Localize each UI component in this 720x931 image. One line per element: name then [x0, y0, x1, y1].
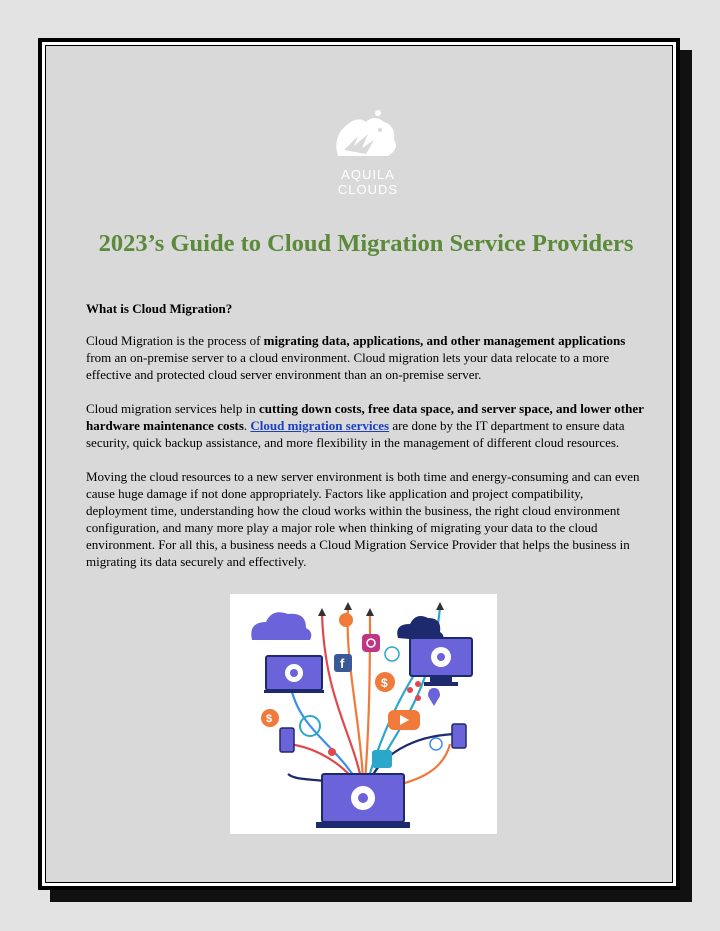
section-heading: What is Cloud Migration? — [86, 301, 233, 316]
article-body — [86, 300, 646, 587]
svg-text:f: f — [340, 656, 345, 671]
paragraph-3: Moving the cloud resources to a new server environment is both time and energy-consuming and can even cause huge damage if not done appropriately. Factors like application and project compatibility, deployment time, understanding how the cloud works within the business, the right cloud environment configuration, and many more play a major role when thinking of migrating your data to the cloud environment. For all this, a business needs a Cloud Migration Service Provider that helps the business in migrating its data securely and effectively. — [86, 469, 640, 569]
page-border — [45, 45, 673, 883]
p1-bold-1: migrating data, applications, and other management applications — [263, 333, 626, 348]
p2-text-2: . — [243, 418, 251, 433]
p1-text-1: Cloud Migration is the process of — [86, 333, 264, 348]
p2-text-1: Cloud migration services help in — [86, 401, 259, 416]
instagram-icon — [362, 634, 380, 652]
twitter-icon — [372, 750, 392, 768]
location-pin-icon — [428, 688, 440, 706]
svg-text:$: $ — [266, 713, 273, 725]
eagle-cloud-icon — [328, 106, 408, 168]
p2-bold-1: cutting down costs, free data space, and server space, and lower other hardware maintenance costs — [86, 401, 644, 433]
cloud-icon — [251, 612, 311, 640]
phone-icon — [280, 728, 294, 752]
svg-text:$: $ — [381, 676, 388, 690]
page-title: 2023’s Guide to Cloud Migration Service Providers — [98, 230, 634, 257]
migration-diagram — [230, 594, 497, 834]
paragraph-2 — [86, 400, 646, 451]
logo-text-line1: AQUILA — [341, 167, 395, 182]
cloud-migration-services-link[interactable]: Cloud migration services — [250, 418, 390, 433]
gear-icon — [351, 786, 375, 810]
aquila-clouds-logo — [328, 106, 408, 202]
p1-text-2: from an on-premise server to a cloud environment. Cloud migration lets your data relocate to a more effective and protected cloud server environment than an on-premise server. — [86, 350, 610, 382]
paragraph-1 — [86, 332, 646, 383]
document-page — [38, 38, 680, 890]
cloud-migration-illustration — [230, 594, 497, 834]
p2-text-3: are done by the IT department to ensure data security, quick backup assistance, and more flexibility in the management of different cloud resources. — [86, 418, 625, 450]
logo-text-line2: CLOUDS — [337, 182, 399, 197]
